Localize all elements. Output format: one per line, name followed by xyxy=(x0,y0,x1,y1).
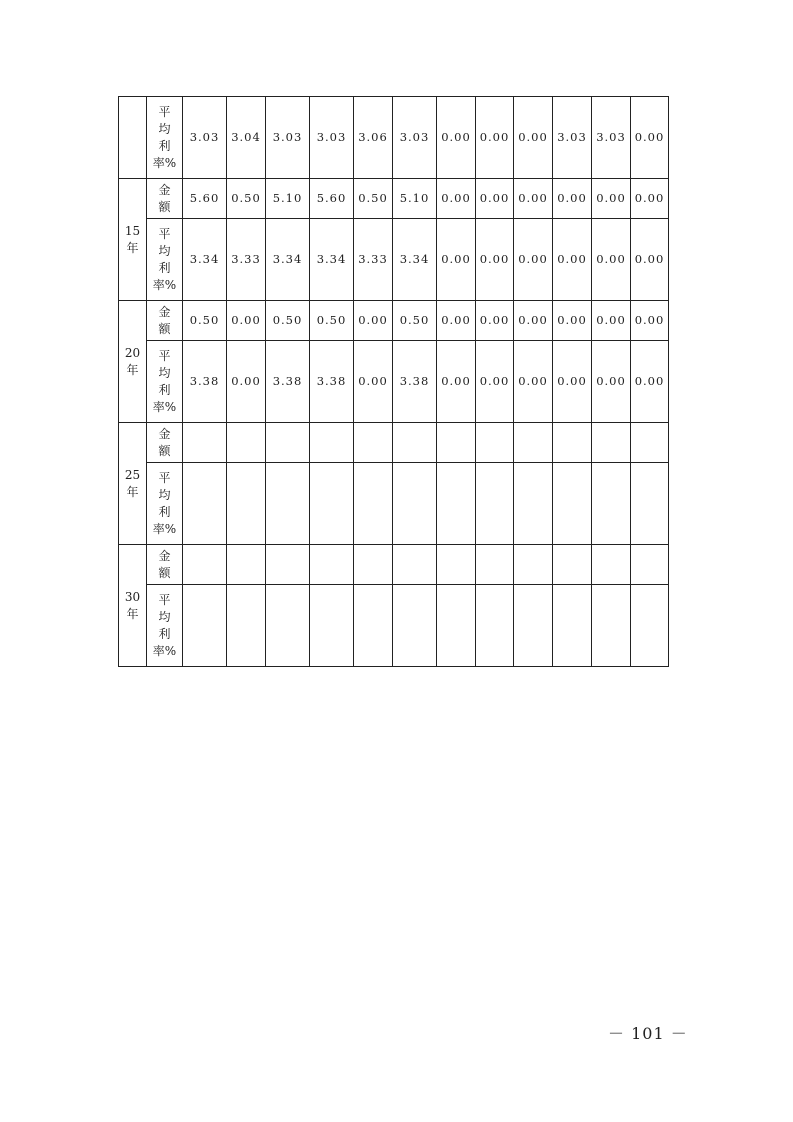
amount-value-cell xyxy=(476,545,514,585)
rate-value-cell xyxy=(553,463,592,545)
table-row xyxy=(119,341,669,423)
rate-value-cell: 3.38 xyxy=(183,341,227,423)
value-cell: 0.00 xyxy=(476,97,514,179)
amount-value-cell xyxy=(631,545,669,585)
rate-value-cell xyxy=(266,463,310,545)
rate-value-cell: 0.00 xyxy=(592,341,631,423)
amount-value-cell: 0.50 xyxy=(183,301,227,341)
rate-label-cell: 平 均 利 率% xyxy=(147,463,183,545)
rate-value-cell: 3.33 xyxy=(354,219,393,301)
rate-value-cell xyxy=(514,463,553,545)
rate-value-cell xyxy=(354,585,393,667)
amount-value-cell xyxy=(476,423,514,463)
rate-value-cell: 0.00 xyxy=(476,341,514,423)
amount-value-cell: 5.60 xyxy=(310,179,354,219)
amount-value-cell xyxy=(393,545,437,585)
amount-value-cell: 5.10 xyxy=(266,179,310,219)
rate-value-cell: 0.00 xyxy=(514,341,553,423)
rate-value-cell: 3.38 xyxy=(393,341,437,423)
amount-value-cell xyxy=(592,423,631,463)
amount-label-cell: 金 额 xyxy=(147,179,183,219)
amount-value-cell: 0.00 xyxy=(514,179,553,219)
amount-value-cell: 0.00 xyxy=(476,301,514,341)
amount-value-cell xyxy=(631,423,669,463)
rate-value-cell xyxy=(310,585,354,667)
amount-value-cell: 0.00 xyxy=(227,301,266,341)
term-cell: 30 年 xyxy=(119,545,147,667)
rate-value-cell: 0.00 xyxy=(437,341,476,423)
amount-value-cell xyxy=(266,423,310,463)
term-cell: 25 年 xyxy=(119,423,147,545)
rate-value-cell xyxy=(354,463,393,545)
rate-label-cell: 平 均 利 率% xyxy=(147,219,183,301)
rate-value-cell xyxy=(437,463,476,545)
amount-value-cell: 0.50 xyxy=(310,301,354,341)
amount-value-cell: 5.10 xyxy=(393,179,437,219)
table-row xyxy=(119,179,669,219)
rate-value-cell xyxy=(183,585,227,667)
amount-value-cell xyxy=(437,423,476,463)
rate-value-cell xyxy=(183,463,227,545)
rate-value-cell xyxy=(476,463,514,545)
amount-value-cell xyxy=(354,545,393,585)
amount-value-cell xyxy=(514,423,553,463)
rate-label-cell: 平 均 利 率% xyxy=(147,341,183,423)
value-cell: 3.04 xyxy=(227,97,266,179)
amount-value-cell: 0.00 xyxy=(592,301,631,341)
rate-value-cell: 0.00 xyxy=(514,219,553,301)
amount-value-cell xyxy=(310,545,354,585)
amount-value-cell xyxy=(514,545,553,585)
term-cell: 20 年 xyxy=(119,301,147,423)
rate-value-cell xyxy=(437,585,476,667)
amount-value-cell xyxy=(592,545,631,585)
table-row xyxy=(119,545,669,585)
table-row xyxy=(119,301,669,341)
amount-value-cell: 5.60 xyxy=(183,179,227,219)
rate-value-cell: 3.34 xyxy=(310,219,354,301)
rate-value-cell: 0.00 xyxy=(437,219,476,301)
amount-label-cell: 金 额 xyxy=(147,301,183,341)
rate-value-cell: 0.00 xyxy=(354,341,393,423)
amount-value-cell: 0.50 xyxy=(354,179,393,219)
value-cell: 3.03 xyxy=(310,97,354,179)
amount-value-cell xyxy=(183,545,227,585)
amount-value-cell: 0.00 xyxy=(592,179,631,219)
amount-value-cell xyxy=(183,423,227,463)
rate-value-cell xyxy=(631,585,669,667)
amount-value-cell xyxy=(553,423,592,463)
amount-value-cell: 0.50 xyxy=(266,301,310,341)
amount-value-cell xyxy=(437,545,476,585)
amount-value-cell xyxy=(553,545,592,585)
amount-value-cell: 0.00 xyxy=(553,179,592,219)
rate-value-cell xyxy=(476,585,514,667)
amount-value-cell: 0.50 xyxy=(227,179,266,219)
amount-value-cell xyxy=(354,423,393,463)
rate-value-cell: 0.00 xyxy=(592,219,631,301)
table-row xyxy=(119,463,669,545)
rate-value-cell: 0.00 xyxy=(631,219,669,301)
amount-value-cell: 0.00 xyxy=(476,179,514,219)
rate-value-cell: 0.00 xyxy=(553,341,592,423)
rate-value-cell: 0.00 xyxy=(631,341,669,423)
amount-value-cell: 0.00 xyxy=(631,301,669,341)
amount-value-cell: 0.00 xyxy=(553,301,592,341)
rate-value-cell: 0.00 xyxy=(227,341,266,423)
rate-value-cell xyxy=(227,585,266,667)
amount-value-cell: 0.00 xyxy=(514,301,553,341)
amount-label-cell: 金 额 xyxy=(147,423,183,463)
value-cell: 0.00 xyxy=(437,97,476,179)
amount-value-cell xyxy=(310,423,354,463)
term-cell-continued xyxy=(119,97,147,179)
rate-value-cell xyxy=(631,463,669,545)
rate-value-cell xyxy=(393,585,437,667)
table-row xyxy=(119,585,669,667)
rate-value-cell xyxy=(266,585,310,667)
amount-value-cell: 0.00 xyxy=(437,179,476,219)
rate-value-cell: 0.00 xyxy=(553,219,592,301)
value-cell: 0.00 xyxy=(514,97,553,179)
rate-value-cell xyxy=(553,585,592,667)
table-row xyxy=(119,423,669,463)
amount-value-cell xyxy=(227,423,266,463)
amount-value-cell xyxy=(227,545,266,585)
rate-value-cell xyxy=(592,585,631,667)
value-cell: 3.03 xyxy=(183,97,227,179)
value-cell: 3.03 xyxy=(553,97,592,179)
amount-value-cell xyxy=(266,545,310,585)
value-cell: 3.03 xyxy=(266,97,310,179)
rate-value-cell: 3.34 xyxy=(393,219,437,301)
amount-value-cell xyxy=(393,423,437,463)
value-cell: 0.00 xyxy=(631,97,669,179)
rate-value-cell xyxy=(227,463,266,545)
rate-label-cell: 平 均 利 率% xyxy=(147,97,183,179)
rate-value-cell xyxy=(514,585,553,667)
amount-value-cell: 0.00 xyxy=(437,301,476,341)
data-table xyxy=(118,96,669,667)
amount-value-cell: 0.00 xyxy=(631,179,669,219)
rate-value-cell xyxy=(592,463,631,545)
value-cell: 3.03 xyxy=(393,97,437,179)
rate-value-cell xyxy=(393,463,437,545)
rate-value-cell xyxy=(310,463,354,545)
value-cell: 3.03 xyxy=(592,97,631,179)
rate-value-cell: 3.38 xyxy=(266,341,310,423)
amount-value-cell: 0.00 xyxy=(354,301,393,341)
term-cell: 15 年 xyxy=(119,179,147,301)
rate-value-cell: 3.38 xyxy=(310,341,354,423)
amount-value-cell: 0.50 xyxy=(393,301,437,341)
rate-value-cell: 3.33 xyxy=(227,219,266,301)
table-row xyxy=(119,219,669,301)
value-cell: 3.06 xyxy=(354,97,393,179)
table-body xyxy=(119,97,669,667)
table-row xyxy=(119,97,669,179)
amount-label-cell: 金 额 xyxy=(147,545,183,585)
rate-label-cell: 平 均 利 率% xyxy=(147,585,183,667)
rate-value-cell: 3.34 xyxy=(266,219,310,301)
rate-value-cell: 3.34 xyxy=(183,219,227,301)
page-number: － 101 － xyxy=(608,1024,688,1043)
rate-value-cell: 0.00 xyxy=(476,219,514,301)
